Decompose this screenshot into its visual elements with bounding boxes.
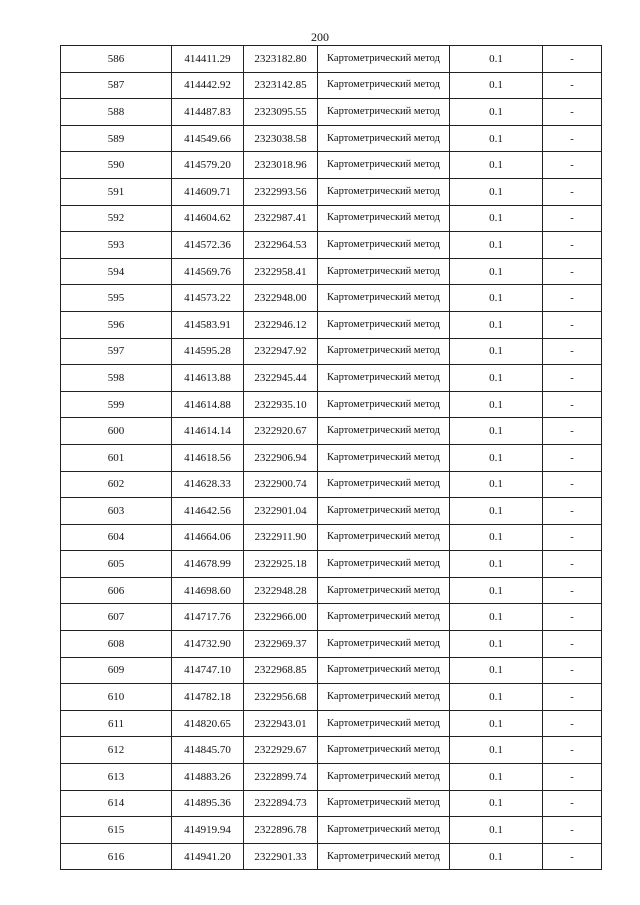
point-number-cell: 594: [61, 258, 172, 285]
x-coordinate-cell: 414732.90: [172, 631, 244, 658]
note-cell: -: [543, 577, 602, 604]
method-cell: Картометрический метод: [318, 444, 450, 471]
precision-cell: 0.1: [450, 285, 543, 312]
precision-cell: 0.1: [450, 764, 543, 791]
table-row: [61, 631, 602, 658]
method-cell: Картометрический метод: [318, 631, 450, 658]
note-cell: -: [543, 338, 602, 365]
x-coordinate-cell: 414698.60: [172, 577, 244, 604]
point-number-cell: 604: [61, 524, 172, 551]
method-cell: Картометрический метод: [318, 418, 450, 445]
y-coordinate-cell: 2322966.00: [244, 604, 318, 631]
method-cell: Картометрический метод: [318, 232, 450, 259]
y-coordinate-cell: 2322901.04: [244, 498, 318, 525]
table-row: [61, 125, 602, 152]
y-coordinate-cell: 2323182.80: [244, 46, 318, 73]
note-cell: -: [543, 817, 602, 844]
x-coordinate-cell: 414642.56: [172, 498, 244, 525]
method-cell: Картометрический метод: [318, 338, 450, 365]
precision-cell: 0.1: [450, 577, 543, 604]
table-row: [61, 764, 602, 791]
x-coordinate-cell: 414604.62: [172, 205, 244, 232]
precision-cell: 0.1: [450, 258, 543, 285]
point-number-cell: 590: [61, 152, 172, 179]
table-row: [61, 338, 602, 365]
table-row: [61, 471, 602, 498]
table-row: [61, 205, 602, 232]
point-number-cell: 597: [61, 338, 172, 365]
x-coordinate-cell: 414941.20: [172, 843, 244, 870]
method-cell: Картометрический метод: [318, 764, 450, 791]
precision-cell: 0.1: [450, 418, 543, 445]
note-cell: -: [543, 152, 602, 179]
point-number-cell: 614: [61, 790, 172, 817]
x-coordinate-cell: 414614.88: [172, 391, 244, 418]
note-cell: -: [543, 178, 602, 205]
x-coordinate-cell: 414618.56: [172, 444, 244, 471]
method-cell: Картометрический метод: [318, 311, 450, 338]
point-number-cell: 606: [61, 577, 172, 604]
x-coordinate-cell: 414442.92: [172, 72, 244, 99]
table-row: [61, 657, 602, 684]
table-row: [61, 99, 602, 126]
note-cell: -: [543, 524, 602, 551]
table-row: [61, 498, 602, 525]
precision-cell: 0.1: [450, 391, 543, 418]
precision-cell: 0.1: [450, 178, 543, 205]
method-cell: Картометрический метод: [318, 737, 450, 764]
x-coordinate-cell: 414664.06: [172, 524, 244, 551]
method-cell: Картометрический метод: [318, 205, 450, 232]
coordinates-table: [60, 45, 602, 870]
y-coordinate-cell: 2322911.90: [244, 524, 318, 551]
y-coordinate-cell: 2323038.58: [244, 125, 318, 152]
precision-cell: 0.1: [450, 444, 543, 471]
precision-cell: 0.1: [450, 338, 543, 365]
method-cell: Картометрический метод: [318, 710, 450, 737]
method-cell: Картометрический метод: [318, 498, 450, 525]
table-row: [61, 524, 602, 551]
note-cell: -: [543, 551, 602, 578]
method-cell: Картометрический метод: [318, 551, 450, 578]
point-number-cell: 587: [61, 72, 172, 99]
method-cell: Картометрический метод: [318, 178, 450, 205]
x-coordinate-cell: 414487.83: [172, 99, 244, 126]
point-number-cell: 612: [61, 737, 172, 764]
note-cell: -: [543, 258, 602, 285]
method-cell: Картометрический метод: [318, 790, 450, 817]
precision-cell: 0.1: [450, 99, 543, 126]
table-row: [61, 46, 602, 73]
point-number-cell: 616: [61, 843, 172, 870]
point-number-cell: 595: [61, 285, 172, 312]
point-number-cell: 615: [61, 817, 172, 844]
table-row: [61, 551, 602, 578]
precision-cell: 0.1: [450, 125, 543, 152]
x-coordinate-cell: 414678.99: [172, 551, 244, 578]
y-coordinate-cell: 2322948.00: [244, 285, 318, 312]
method-cell: Картометрический метод: [318, 125, 450, 152]
method-cell: Картометрический метод: [318, 365, 450, 392]
y-coordinate-cell: 2322987.41: [244, 205, 318, 232]
table-row: [61, 817, 602, 844]
method-cell: Картометрический метод: [318, 471, 450, 498]
table-row: [61, 365, 602, 392]
x-coordinate-cell: 414614.14: [172, 418, 244, 445]
precision-cell: 0.1: [450, 205, 543, 232]
precision-cell: 0.1: [450, 604, 543, 631]
note-cell: -: [543, 205, 602, 232]
y-coordinate-cell: 2322906.94: [244, 444, 318, 471]
x-coordinate-cell: 414820.65: [172, 710, 244, 737]
table-row: [61, 232, 602, 259]
y-coordinate-cell: 2322948.28: [244, 577, 318, 604]
point-number-cell: 598: [61, 365, 172, 392]
point-number-cell: 602: [61, 471, 172, 498]
table-row: [61, 285, 602, 312]
point-number-cell: 596: [61, 311, 172, 338]
precision-cell: 0.1: [450, 710, 543, 737]
table-row: [61, 604, 602, 631]
y-coordinate-cell: 2323018.96: [244, 152, 318, 179]
table-row: [61, 311, 602, 338]
point-number-cell: 600: [61, 418, 172, 445]
x-coordinate-cell: 414573.22: [172, 285, 244, 312]
note-cell: -: [543, 684, 602, 711]
method-cell: Картометрический метод: [318, 391, 450, 418]
table-row: [61, 737, 602, 764]
y-coordinate-cell: 2323142.85: [244, 72, 318, 99]
note-cell: -: [543, 125, 602, 152]
x-coordinate-cell: 414583.91: [172, 311, 244, 338]
precision-cell: 0.1: [450, 498, 543, 525]
x-coordinate-cell: 414717.76: [172, 604, 244, 631]
note-cell: -: [543, 737, 602, 764]
note-cell: -: [543, 365, 602, 392]
y-coordinate-cell: 2322964.53: [244, 232, 318, 259]
y-coordinate-cell: 2322920.67: [244, 418, 318, 445]
table-row: [61, 684, 602, 711]
note-cell: -: [543, 631, 602, 658]
method-cell: Картометрический метод: [318, 285, 450, 312]
note-cell: -: [543, 391, 602, 418]
table-row: [61, 391, 602, 418]
y-coordinate-cell: 2322946.12: [244, 311, 318, 338]
note-cell: -: [543, 843, 602, 870]
table-row: [61, 710, 602, 737]
point-number-cell: 611: [61, 710, 172, 737]
x-coordinate-cell: 414411.29: [172, 46, 244, 73]
method-cell: Картометрический метод: [318, 657, 450, 684]
x-coordinate-cell: 414782.18: [172, 684, 244, 711]
x-coordinate-cell: 414895.36: [172, 790, 244, 817]
note-cell: -: [543, 232, 602, 259]
y-coordinate-cell: 2323095.55: [244, 99, 318, 126]
precision-cell: 0.1: [450, 365, 543, 392]
method-cell: Картометрический метод: [318, 684, 450, 711]
page-number: 200: [311, 30, 329, 44]
table-row: [61, 418, 602, 445]
precision-cell: 0.1: [450, 311, 543, 338]
precision-cell: 0.1: [450, 232, 543, 259]
point-number-cell: 603: [61, 498, 172, 525]
x-coordinate-cell: 414883.26: [172, 764, 244, 791]
precision-cell: 0.1: [450, 551, 543, 578]
note-cell: -: [543, 418, 602, 445]
x-coordinate-cell: 414613.88: [172, 365, 244, 392]
method-cell: Картометрический метод: [318, 152, 450, 179]
precision-cell: 0.1: [450, 72, 543, 99]
note-cell: -: [543, 311, 602, 338]
point-number-cell: 601: [61, 444, 172, 471]
point-number-cell: 599: [61, 391, 172, 418]
note-cell: -: [543, 657, 602, 684]
method-cell: Картометрический метод: [318, 817, 450, 844]
y-coordinate-cell: 2322956.68: [244, 684, 318, 711]
point-number-cell: 592: [61, 205, 172, 232]
note-cell: -: [543, 471, 602, 498]
method-cell: Картометрический метод: [318, 99, 450, 126]
y-coordinate-cell: 2322894.73: [244, 790, 318, 817]
note-cell: -: [543, 790, 602, 817]
point-number-cell: 586: [61, 46, 172, 73]
y-coordinate-cell: 2322935.10: [244, 391, 318, 418]
y-coordinate-cell: 2322929.67: [244, 737, 318, 764]
y-coordinate-cell: 2322899.74: [244, 764, 318, 791]
note-cell: -: [543, 46, 602, 73]
x-coordinate-cell: 414549.66: [172, 125, 244, 152]
precision-cell: 0.1: [450, 737, 543, 764]
y-coordinate-cell: 2322925.18: [244, 551, 318, 578]
point-number-cell: 588: [61, 99, 172, 126]
method-cell: Картометрический метод: [318, 258, 450, 285]
table-row: [61, 843, 602, 870]
precision-cell: 0.1: [450, 790, 543, 817]
precision-cell: 0.1: [450, 657, 543, 684]
x-coordinate-cell: 414569.76: [172, 258, 244, 285]
point-number-cell: 610: [61, 684, 172, 711]
precision-cell: 0.1: [450, 46, 543, 73]
note-cell: -: [543, 710, 602, 737]
table-row: [61, 72, 602, 99]
y-coordinate-cell: 2322943.01: [244, 710, 318, 737]
point-number-cell: 589: [61, 125, 172, 152]
table-row: [61, 790, 602, 817]
note-cell: -: [543, 72, 602, 99]
point-number-cell: 605: [61, 551, 172, 578]
x-coordinate-cell: 414595.28: [172, 338, 244, 365]
method-cell: Картометрический метод: [318, 46, 450, 73]
method-cell: Картометрический метод: [318, 524, 450, 551]
note-cell: -: [543, 604, 602, 631]
y-coordinate-cell: 2322945.44: [244, 365, 318, 392]
precision-cell: 0.1: [450, 152, 543, 179]
x-coordinate-cell: 414747.10: [172, 657, 244, 684]
y-coordinate-cell: 2322896.78: [244, 817, 318, 844]
point-number-cell: 613: [61, 764, 172, 791]
table-row: [61, 152, 602, 179]
y-coordinate-cell: 2322969.37: [244, 631, 318, 658]
note-cell: -: [543, 285, 602, 312]
y-coordinate-cell: 2322958.41: [244, 258, 318, 285]
x-coordinate-cell: 414609.71: [172, 178, 244, 205]
y-coordinate-cell: 2322947.92: [244, 338, 318, 365]
x-coordinate-cell: 414845.70: [172, 737, 244, 764]
note-cell: -: [543, 444, 602, 471]
precision-cell: 0.1: [450, 843, 543, 870]
y-coordinate-cell: 2322900.74: [244, 471, 318, 498]
y-coordinate-cell: 2322901.33: [244, 843, 318, 870]
precision-cell: 0.1: [450, 524, 543, 551]
y-coordinate-cell: 2322968.85: [244, 657, 318, 684]
x-coordinate-cell: 414919.94: [172, 817, 244, 844]
table-row: [61, 577, 602, 604]
point-number-cell: 609: [61, 657, 172, 684]
point-number-cell: 607: [61, 604, 172, 631]
x-coordinate-cell: 414572.36: [172, 232, 244, 259]
table-row: [61, 178, 602, 205]
x-coordinate-cell: 414579.20: [172, 152, 244, 179]
precision-cell: 0.1: [450, 471, 543, 498]
precision-cell: 0.1: [450, 817, 543, 844]
note-cell: -: [543, 764, 602, 791]
method-cell: Картометрический метод: [318, 604, 450, 631]
table-row: [61, 258, 602, 285]
x-coordinate-cell: 414628.33: [172, 471, 244, 498]
note-cell: -: [543, 498, 602, 525]
method-cell: Картометрический метод: [318, 843, 450, 870]
table-body: [61, 46, 602, 870]
precision-cell: 0.1: [450, 631, 543, 658]
point-number-cell: 593: [61, 232, 172, 259]
point-number-cell: 591: [61, 178, 172, 205]
y-coordinate-cell: 2322993.56: [244, 178, 318, 205]
method-cell: Картометрический метод: [318, 577, 450, 604]
point-number-cell: 608: [61, 631, 172, 658]
note-cell: -: [543, 99, 602, 126]
method-cell: Картометрический метод: [318, 72, 450, 99]
precision-cell: 0.1: [450, 684, 543, 711]
table-row: [61, 444, 602, 471]
